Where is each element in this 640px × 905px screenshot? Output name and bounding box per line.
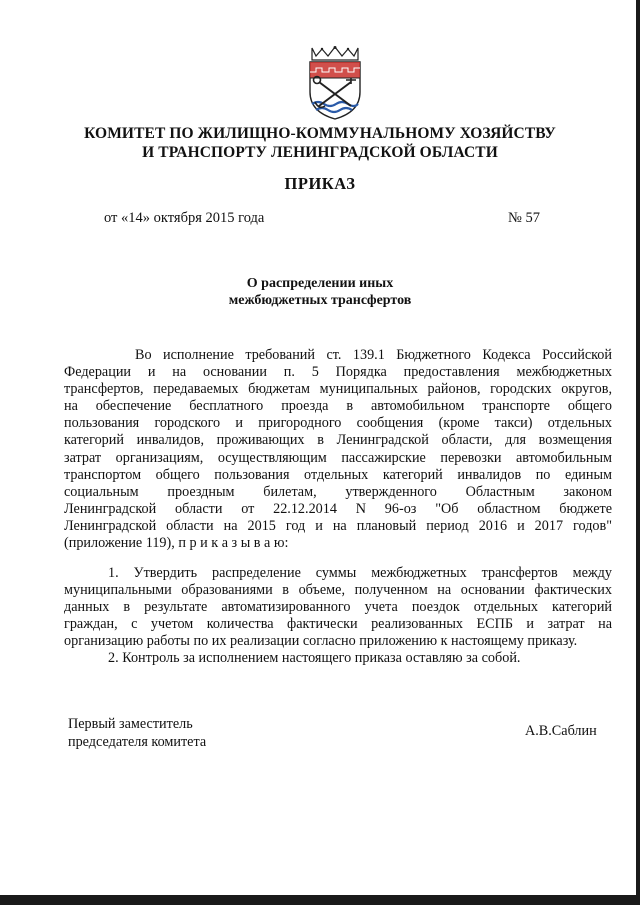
subject-line-1: О распределении иных [246, 276, 394, 291]
preamble-paragraph [64, 347, 612, 552]
committee-name-line-1: КОМИТЕТ ПО ЖИЛИЩНО-КОММУНАЛЬНОМУ ХОЗЯЙСТВУ [84, 125, 556, 142]
scan-border-bottom [0, 895, 640, 905]
text-line: данных в результате автоматизированного учета поездок отдельных категорий [64, 599, 612, 616]
text-line: затрат организациям, осуществляющим пассажирские перевозки автомобильным [64, 449, 612, 466]
text-line: Во исполнение требований ст. 139.1 Бюджетного Кодекса Российской [135, 347, 612, 363]
text-line: муниципальными образованиями в объеме, полученном на основании фактических [64, 582, 612, 599]
signatory-position [68, 716, 206, 751]
subject-line-2: межбюджетных трансфертов [228, 293, 412, 308]
order-item-1 [64, 565, 612, 650]
text-line: социальным проездным билетам, утвержденного Областным законом [64, 483, 612, 500]
order-number: № 57 [508, 210, 540, 226]
text-line: 2. Контроль за исполнением настоящего приказа оставляю за собой. [108, 650, 521, 666]
text-line: (приложение 119), п р и к а з ы в а ю: [64, 535, 289, 552]
signatory-position-line-1: Первый заместитель [68, 716, 193, 732]
text-line: категорий инвалидов, проживающих в Ленинградской области, для возмещения [64, 432, 612, 449]
order-title: ПРИКАЗ [284, 174, 356, 193]
text-line: организацию работы по их реализации согласно приложению к настоящему приказу. [64, 633, 578, 650]
text-line: транспортом общего пользования отдельных категорий инвалидов по единым [64, 466, 612, 483]
text-line: трансфертов, передаваемых бюджетам муниципальных районов, городских округов, [64, 381, 612, 398]
text-line: 1. Утвердить распределение суммы межбюджетных трансфертов между [108, 565, 612, 581]
coat-of-arms-icon [302, 44, 368, 120]
signatory-position-line-2: председателя комитета [68, 733, 207, 750]
text-line: Федерации и на основании п. 5 Порядка предоставления межбюджетных [64, 364, 612, 381]
committee-name-line-2: И ТРАНСПОРТУ ЛЕНИНГРАДСКОЙ ОБЛАСТИ [142, 144, 498, 161]
order-item-2 [64, 650, 612, 667]
text-line: Ленинградской области на 2015 год и на плановый период 2016 и 2017 годов" [64, 517, 612, 534]
text-line: на обеспечение бесплатного проезда в автомобильном транспорте общего [64, 398, 612, 415]
order-date: от «14» октября 2015 года [104, 210, 265, 226]
text-line: Ленинградской области от 22.12.2014 N 96-оз "Об областном бюджете [64, 500, 612, 517]
text-line: пользования городского и пригородного сообщения (кроме такси) отдельных [64, 415, 612, 432]
signatory-name: А.В.Саблин [525, 723, 597, 739]
text-line: граждан, с учетом количества фактически реализованных ЕСПБ и затрат на [64, 616, 612, 633]
